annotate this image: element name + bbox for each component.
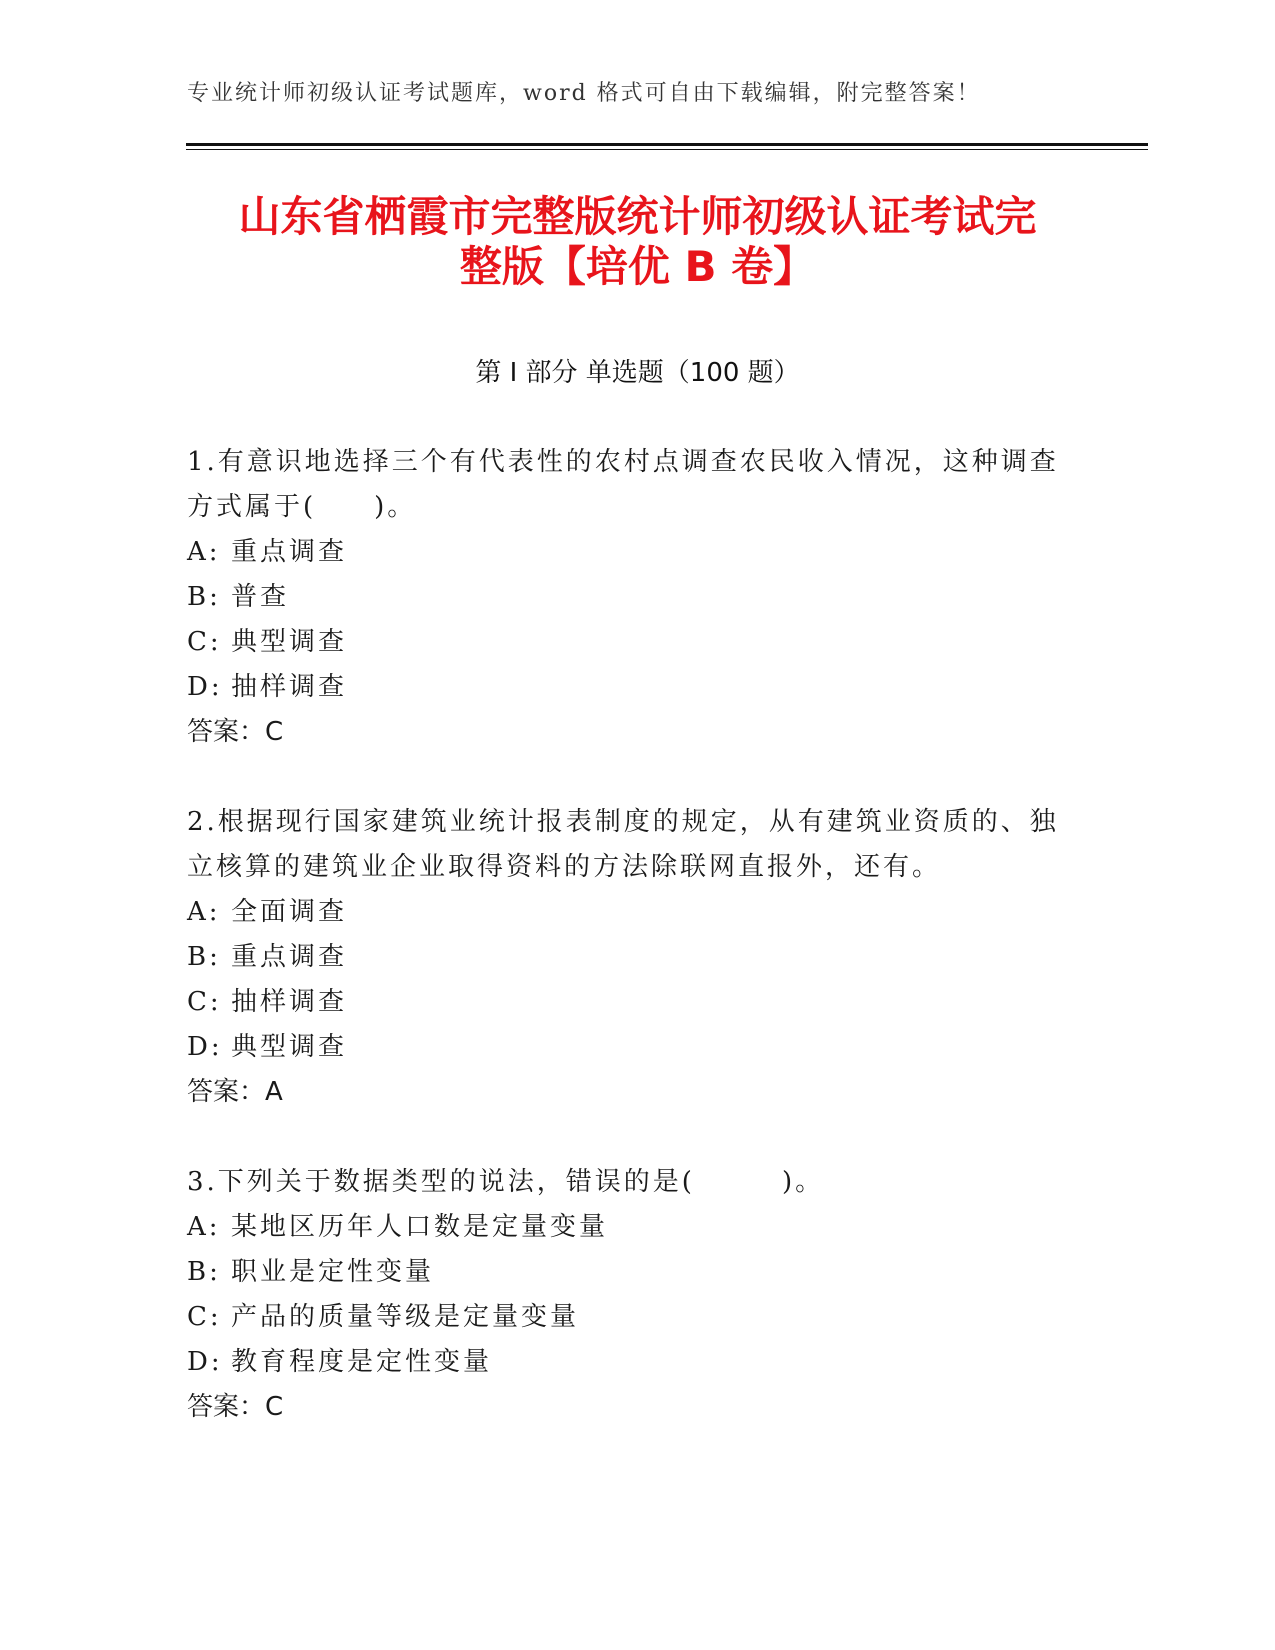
option-c [187, 620, 1067, 665]
question-3 [187, 1160, 1067, 1430]
option-key: D: [187, 1347, 223, 1377]
answer: 答案：C [187, 1392, 284, 1422]
option-c [187, 980, 1067, 1025]
option-text: 普查 [231, 582, 290, 612]
option-key: D: [187, 1032, 223, 1062]
question-stem-line: 3.下列关于数据类型的说法，错误的是( )。 [187, 1167, 825, 1197]
option-key: C: [187, 627, 222, 657]
header-note: 专业统计师初级认证考试题库，word 格式可自由下载编辑，附完整答案！ [187, 81, 981, 106]
question-stem-line: 2.根据现行国家建筑业统计报表制度的规定，从有建筑业资质的、独 [187, 807, 1059, 837]
option-d [187, 1025, 1067, 1070]
title-line-1: 山东省栖霞市完整版统计师初级认证考试完 [238, 192, 1037, 241]
question-stem-line: 立核算的建筑业企业取得资料的方法除联网直报外，还有。 [187, 852, 942, 882]
option-key: C: [187, 987, 222, 1017]
option-text: 某地区历年人口数是定量变量 [231, 1212, 609, 1242]
option-key: B: [187, 1257, 221, 1287]
option-b [187, 575, 1067, 620]
question-1 [187, 440, 1067, 755]
option-a [187, 1205, 1067, 1250]
header-rule-thin [186, 149, 1148, 150]
option-d [187, 1340, 1067, 1385]
question-stem-line: 方式属于( )。 [187, 492, 417, 522]
option-text: 职业是定性变量 [231, 1257, 435, 1287]
option-text: 典型调查 [231, 1032, 348, 1062]
question-list [187, 440, 1067, 1430]
section-title: 第 I 部分 单选题（100 题） [475, 358, 800, 388]
option-key: A: [187, 897, 221, 927]
option-a [187, 890, 1067, 935]
option-text: 产品的质量等级是定量变量 [231, 1302, 580, 1332]
option-b [187, 1250, 1067, 1295]
option-text: 教育程度是定性变量 [231, 1347, 493, 1377]
question-stem-line: 1.有意识地选择三个有代表性的农村点调查农民收入情况，这种调查 [187, 447, 1059, 477]
option-d [187, 665, 1067, 710]
option-text: 抽样调查 [231, 987, 348, 1017]
option-key: D: [187, 672, 223, 702]
title-line-2: 整版【培优 B 卷】 [459, 242, 816, 291]
option-text: 抽样调查 [231, 672, 348, 702]
option-key: A: [187, 537, 221, 567]
option-key: B: [187, 582, 221, 612]
question-spacer [187, 755, 1067, 800]
option-text: 典型调查 [231, 627, 348, 657]
question-2 [187, 800, 1067, 1115]
option-key: C: [187, 1302, 222, 1332]
answer: 答案：A [187, 1077, 283, 1107]
option-key: A: [187, 1212, 221, 1242]
header-rule-thick [186, 143, 1148, 146]
option-key: B: [187, 942, 221, 972]
question-spacer [187, 1115, 1067, 1160]
option-text: 重点调查 [231, 942, 348, 972]
option-text: 重点调查 [231, 537, 348, 567]
document-title [150, 192, 1125, 292]
option-text: 全面调查 [231, 897, 348, 927]
option-b [187, 935, 1067, 980]
option-a [187, 530, 1067, 575]
option-c [187, 1295, 1067, 1340]
answer: 答案：C [187, 717, 284, 747]
